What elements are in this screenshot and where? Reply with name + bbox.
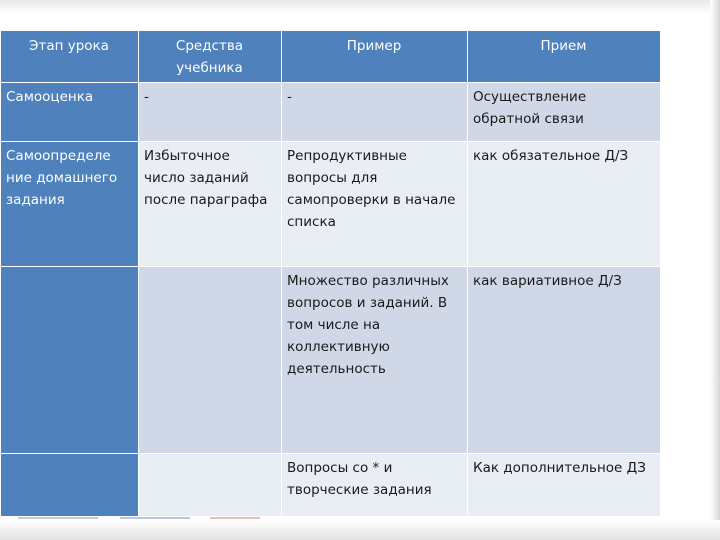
cell-tools: Избыточное число заданий после параграфа: [139, 142, 282, 267]
cell-method: как обязательное Д/З: [468, 142, 661, 267]
slide-right-shadow: [710, 0, 720, 540]
cell-tools: [139, 454, 282, 517]
cell-stage: Самоопределе ние домашнего задания: [1, 142, 139, 267]
cell-method: Как дополнительное ДЗ: [468, 454, 661, 517]
cell-example: -: [282, 83, 468, 142]
table-header-row: [1, 31, 661, 83]
cell-stage: [1, 267, 139, 454]
header-method: Прием: [468, 31, 661, 83]
slide-top-shadow: [0, 0, 720, 14]
cell-example: Репродуктивные вопросы для самопроверки в начале списка: [282, 142, 468, 267]
cell-tools: -: [139, 83, 282, 142]
cell-stage: Самооценка: [1, 83, 139, 142]
header-example: Пример: [282, 31, 468, 83]
header-tools: Средства учебника: [139, 31, 282, 83]
cell-tools: [139, 267, 282, 454]
cell-method: как вариативное Д/З: [468, 267, 661, 454]
cell-method: Осуществление обратной связи: [468, 83, 661, 142]
table-row: [1, 267, 661, 454]
table-row: [1, 83, 661, 142]
table-row: [1, 142, 661, 267]
lesson-table: [0, 30, 661, 517]
table-row: [1, 454, 661, 517]
header-stage: Этап урока: [1, 31, 139, 83]
cell-example: Множество различных вопросов и заданий. В том числе на коллективную деятельность: [282, 267, 468, 454]
cell-stage: [1, 454, 139, 517]
cell-example: Вопросы со * и творческие задания: [282, 454, 468, 517]
